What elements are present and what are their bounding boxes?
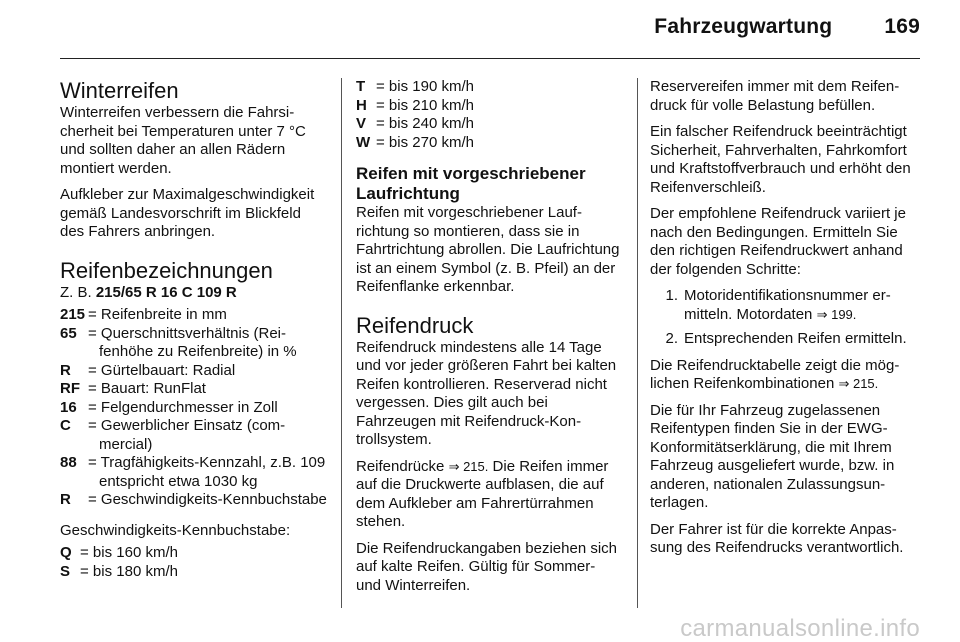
step-item: 2. Entsprechenden Reifen ermitteln. <box>665 330 907 347</box>
falscher-druck-paragraph: Ein falscher Reifendruck beeinträchtigt Sicherheit, Fahrverhalten, Fahrkomfort und Kraftstoffverbrauch und erhöht den Reifenverschleiß. <box>650 123 911 196</box>
laufrichtung-paragraph: Reifen mit vorgeschriebener Laufrichtung so montieren, dass sie in Fahrtrichtung abrollen. Die Laufrichtung ist an einem Symbol (z. B. Pfeil) an der Reifenflanke erkennbar. <box>356 204 620 295</box>
column-3 <box>650 78 922 566</box>
definition-row: 215 = Reifenbreite in mm <box>60 306 227 323</box>
kalte-reifen-paragraph: Die Reifendruckangaben beziehen sich auf kalte Reifen. Gültig für Sommer- und Winterreifen. <box>356 539 618 594</box>
step-item: 1. Motoridentifikationsnummer ermitteln. Motordaten ⇒ 199. <box>665 287 891 323</box>
speed-row: H = bis 210 km/h <box>356 96 474 114</box>
heading-reifendruck: Reifendruck <box>356 312 474 338</box>
example-prefix: Z. B. <box>60 283 92 301</box>
aufkleber-paragraph: Aufkleber zur Maximalgeschwindigkeit gemäß Landesvorschrift im Blickfeld des Fahrers anbringen. <box>60 186 315 240</box>
definition-row: 16 = Felgendurchmesser in Zoll <box>60 398 278 416</box>
column-1 <box>60 78 328 593</box>
reifendruecke-paragraph: Reifendrücke ⇒ 215. Die Reifen immer auf die Druckwerte aufblasen, die auf dem Aufkleber am Fahrertürrahmen stehen. <box>356 457 609 530</box>
reifendrucktabelle-paragraph: Die Reifendrucktabelle zeigt die möglichen Reifenkombinationen ⇒ 215. <box>650 356 900 392</box>
heading-winterreifen: Winterreifen <box>60 78 179 103</box>
section-title: Fahrzeugwartung <box>654 15 833 38</box>
page-reference-link[interactable]: ⇒ 215. <box>838 376 879 391</box>
definition-row: 65 = Querschnittsverhältnis (Reifenhöhe zu Reifenbreite) in % <box>60 324 297 360</box>
speed-row: S = bis 180 km/h <box>60 562 178 580</box>
column-divider-1 <box>341 78 342 608</box>
speed-row: V = bis 240 km/h <box>356 115 474 132</box>
definition-row: RF = Bauart: RunFlat <box>60 380 206 397</box>
speed-row: T = bis 190 km/h <box>356 78 474 95</box>
heading-laufrichtung: Reifen mit vorgeschriebener Laufrichtung <box>356 164 586 203</box>
fahrer-verantwortung-paragraph: Der Fahrer ist für die korrekte Anpassung des Reifendrucks verantwortlich. <box>650 520 904 556</box>
speed-index-list <box>60 544 328 581</box>
page-number: 169 <box>884 15 920 38</box>
empfohlener-druck-paragraph: Der empfohlene Reifendruck variiert je nach den Bedingungen. Ermitteln Sie den richtigen Reifendruckwert anhand der folgenden Schritte: <box>650 205 906 278</box>
header-rule <box>60 58 920 59</box>
column-2 <box>356 78 624 603</box>
page-header <box>654 15 920 38</box>
definition-row: R = Geschwindigkeits-Kennbuchstabe <box>60 491 327 508</box>
winterreifen-paragraph: Winterreifen verbessern die Fahrsicherheit bei Temperaturen unter 7 °C und sollten daher an allen Rädern montiert werden. <box>60 104 306 177</box>
speed-index-list-continued <box>356 78 624 152</box>
speed-intro: Geschwindigkeits-Kennbuchstabe: <box>60 521 291 539</box>
definition-row: R = Gürtelbauart: Radial <box>60 361 236 379</box>
reservereifen-paragraph: Reservereifen immer mit dem Reifendruck für volle Belastung befüllen. <box>650 78 900 114</box>
speed-row: W = bis 270 km/h <box>356 133 474 151</box>
definition-row: C = Gewerblicher Einsatz (commercial) <box>60 417 286 453</box>
speed-row: Q = bis 160 km/h <box>60 544 178 561</box>
page-reference-link[interactable]: ⇒ 199. <box>816 306 857 322</box>
column-divider-2 <box>637 78 638 608</box>
definition-row: 88 = Tragfähigkeits-Kennzahl, z.B. 109 entspricht etwa 1030 kg <box>60 454 326 490</box>
steps-list <box>650 287 922 349</box>
watermark: carmanualsonline.info <box>680 614 920 642</box>
example-code: 215/65 R 16 C 109 R <box>95 283 237 301</box>
page-reference-link[interactable]: ⇒ 215. <box>448 458 489 474</box>
tire-code-definitions <box>60 306 328 510</box>
reifentypen-paragraph: Die für Ihr Fahrzeug zugelassenen Reifentypen finden Sie in der EWG-Konformitätserklärung, die mit Ihrem Fahrzeug ausgeliefert wurde, bzw. in anderen, nationalen Zulassungsunterlagen. <box>650 401 895 511</box>
reifendruck-paragraph: Reifendruck mindestens alle 14 Tage und vor jeder größeren Fahrt bei kalten Reifen kontrollieren. Reserverad nicht vergessen. Dies gilt auch bei Fahrzeugen mit Reifendruck-Kontrollsystem. <box>356 338 617 448</box>
heading-reifenbezeichnungen: Reifenbezeichnungen <box>60 257 273 283</box>
example-line <box>60 284 328 303</box>
